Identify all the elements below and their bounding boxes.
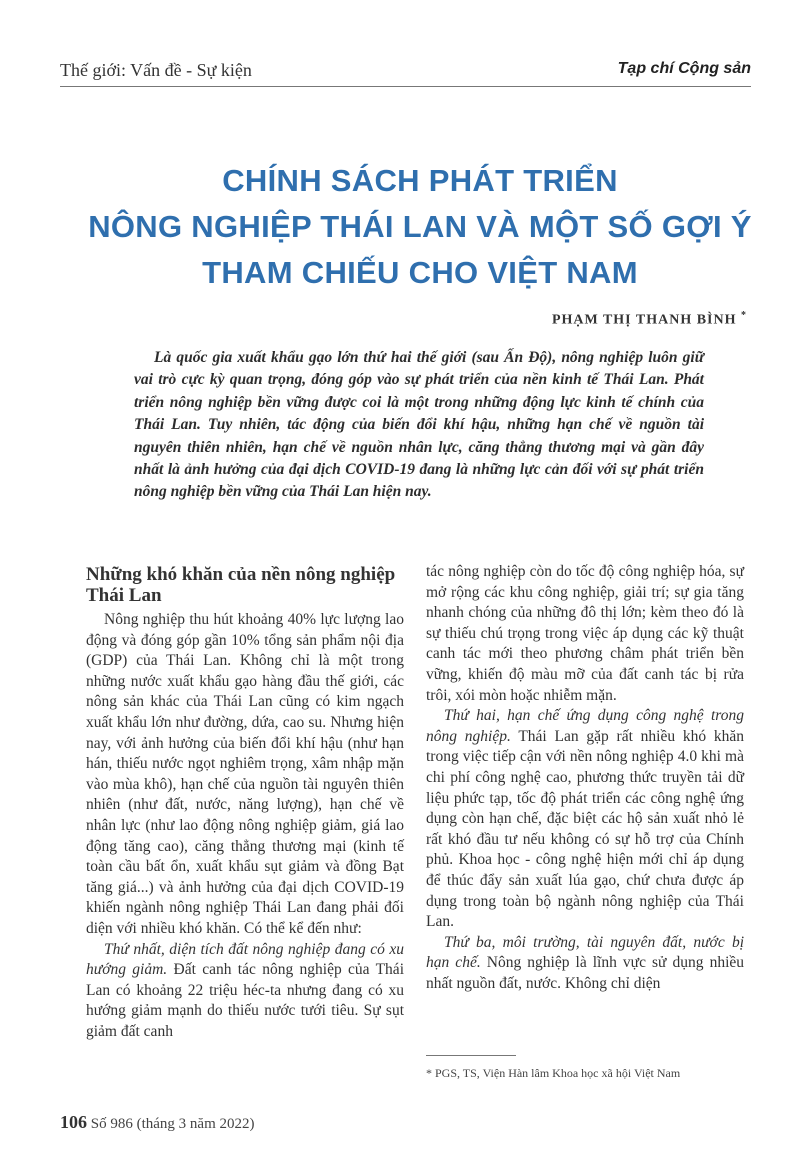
issue-info: Số 986 (tháng 3 năm 2022) [90, 1116, 255, 1132]
running-header-section: Thế giới: Vấn đề - Sự kiện [60, 60, 252, 80]
author-name: PHẠM THỊ THANH BÌNH [551, 312, 737, 328]
header-divider [60, 86, 751, 87]
right-paragraph-2-lead: Thứ hai, hạn chế ứng dụng công nghệ trong nông nghiệp. [426, 707, 744, 745]
section-heading: Những khó khăn của nền nông nghiệp Thái Lan [86, 564, 396, 606]
author-byline [552, 310, 747, 329]
right-paragraph-2 [426, 706, 744, 933]
left-column [86, 562, 404, 1042]
page-footer [60, 1112, 254, 1133]
right-paragraph-3 [426, 933, 744, 995]
title-line-2: NÔNG NGHIỆP THÁI LAN VÀ MỘT SỐ GỢI Ý [88, 209, 752, 244]
article-title [60, 158, 780, 296]
right-paragraph-2-body: Thái Lan gặp rất nhiều khó khăn trong việc tiếp cận với nền nông nghiệp 4.0 khi mà chi phí công nghệ cao, phương thức truyền tải dữ liệu phức tạp, tốc độ phát triển các công nghệ ứng dụng còn hạn chế, đặc biệt các hộ sản xuất nhỏ lẻ rất khó đầu tư nếu không có sự hỗ trợ của Chính phủ. Khoa học - công nghệ hiện mới chỉ áp dụng để thúc đẩy sản xuất lúa gạo, chứ chưa được áp dụng trong toàn bộ ngành nông nghiệp của Thái Lan. [426, 727, 745, 931]
page-number: 106 [60, 1112, 87, 1132]
author-footnote: * PGS, TS, Viện Hàn lâm Khoa học xã hội Việt Nam [426, 1066, 681, 1080]
left-paragraph-1: Nông nghiệp thu hút khoảng 40% lực lượng lao động và đóng góp gần 10% tổng sản phẩm nội địa (GDP) của Thái Lan. Không chỉ là một trong những nước xuất khẩu gạo hàng đầu thế giới, các nông sản khác của Thái Lan cũng có kim ngạch xuất khẩu lớn như đường, dứa, cao su. Nhưng hiện nay, với ảnh hưởng của biến đổi khí hậu (như hạn hán, thiếu nước ngọt nghiêm trọng, xâm nhập mặn vào mùa khô), hạn chế của nguồn tài nguyên thiên nhiên (như đất, nước, năng lượng), hạn chế về nhân lực (như lao động nông nghiệp giảm, giá lao động tăng cao), căng thẳng thương mại (kinh tế toàn cầu bất ổn, xuất khẩu sụt giảm và đồng Bạt tăng giá...) và ảnh hưởng của đại dịch COVID-19 khiến ngành nông nghiệp Thái Lan đang phải đối diện với nhiều khó khăn. Có thể kể đến như: [86, 611, 404, 937]
right-paragraph-3-body: Nông nghiệp là lĩnh vực sử dụng nhiều nhất nguồn đất, nước. Không chỉ diện [426, 954, 745, 992]
article-abstract: Là quốc gia xuất khẩu gạo lớn thứ hai thế giới (sau Ấn Độ), nông nghiệp luôn giữ vai trò cực kỳ quan trọng, đóng góp vào sự phát triển của nền kinh tế Thái Lan. Phát triển nông nghiệp bền vững được coi là một trong những động lực kinh tế chính của Thái Lan. Tuy nhiên, tác động của biến đổi khí hậu, những hạn chế về nguồn tài nguyên thiên nhiên, hạn chế về nguồn nhân lực, căng thẳng thương mại và gần đây nhất là ảnh hưởng của đại dịch COVID-19 đang là những lực cản đối với sự phát triển nông nghiệp bền vững của Thái Lan hiện nay. [134, 349, 704, 501]
right-column [426, 562, 744, 994]
author-footnote-mark: * [741, 310, 747, 321]
left-paragraph-2 [86, 940, 404, 1043]
title-line-1: CHÍNH SÁCH PHÁT TRIỂN [222, 163, 618, 198]
title-line-3: THAM CHIẾU CHO VIỆT NAM [202, 255, 638, 290]
left-paragraph-2-body: Đất canh tác nông nghiệp của Thái Lan có khoảng 22 triệu héc-ta nhưng đang có xu hướng giảm mạnh do thiếu nước tưới tiêu. Sự sụt giảm đất canh [86, 961, 404, 1040]
right-paragraph-1: tác nông nghiệp còn do tốc độ công nghiệp hóa, sự mở rộng các khu công nghiệp, giải trí; sự gia tăng nhanh chóng của những đô thị lớn; kèm theo đó là sự thiếu chú trọng trong việc áp dụng các kỹ thuật canh tác mới theo phương châm phát triển bền vững, khiến độ màu mỡ của đất canh tác bị rửa trôi, xói mòn hoặc nhiễm mặn. [426, 563, 744, 704]
right-paragraph-3-lead: Thứ ba, môi trường, tài nguyên đất, nước bị hạn chế. [426, 933, 744, 972]
running-header-journal: Tạp chí Cộng sản [617, 60, 751, 77]
footnote-divider [426, 1055, 516, 1056]
left-paragraph-2-lead: Thứ nhất, diện tích đất nông nghiệp đang có xu hướng giảm. [86, 940, 404, 979]
